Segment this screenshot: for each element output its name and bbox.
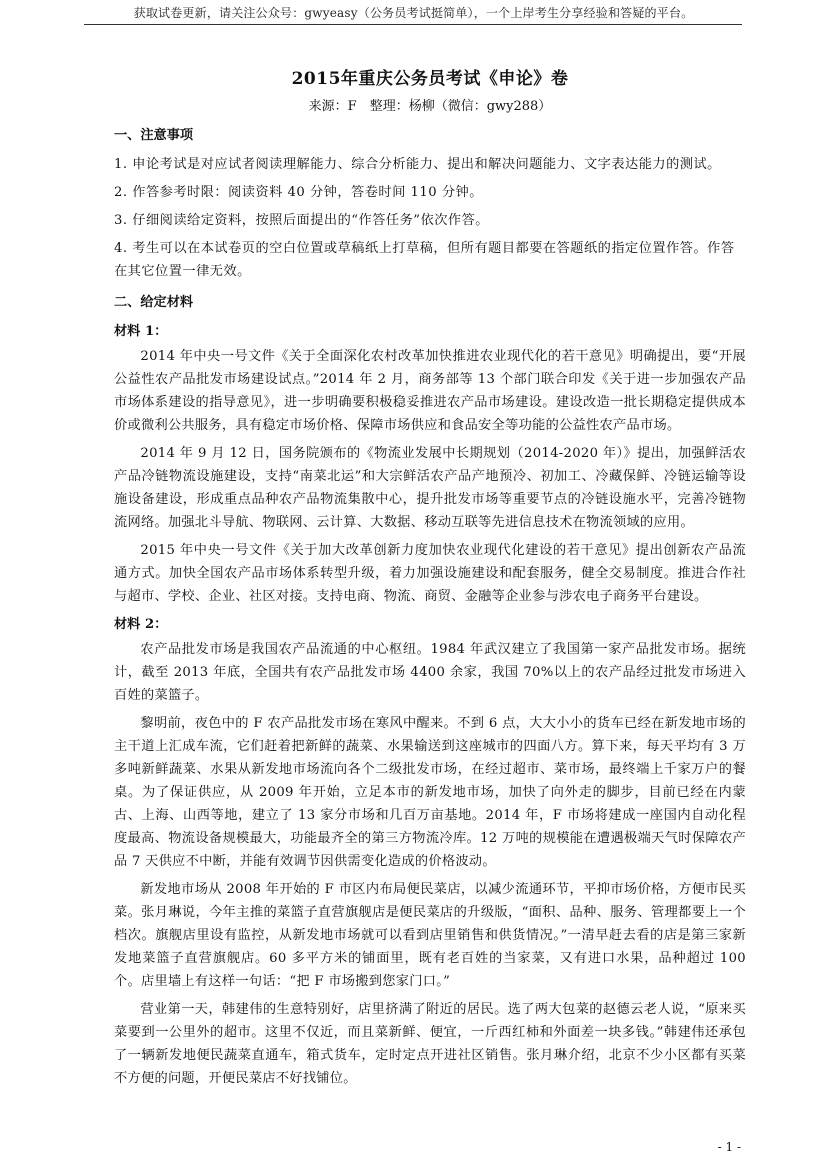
section-heading-notes: 一、注意事项	[114, 128, 194, 143]
document-body	[114, 64, 746, 1095]
material-1-paragraph: 2015 年中央一号文件《关于加大改革创新力度加快农业现代化建设的若干意见》提出创新农产品流通方式。加快全国农产品市场体系转型升级，着力加强设施建设和配套服务，健全交易制度。推进合作社与超市、学校、企业、社区对接。支持电商、物流、商贸、金融等企业参与涉农电子商务平台建设。	[114, 543, 746, 604]
document-title: 2015年重庆公务员考试《申论》卷	[291, 69, 569, 89]
note-item-4: 4. 考生可以在本试卷页的空白位置或草稿纸上打草稿，但所有题目都要在答题纸的指定位置作答。作答在其它位置一律无效。	[114, 241, 735, 279]
page-number: - 1 -	[717, 1140, 741, 1154]
material-2-paragraph: 农产品批发市场是我国农产品流通的中心枢纽。1984 年武汉建立了我国第一家产品批发市场。据统计，截至 2013 年底，全国共有农产品批发市场 4400 余家，我国 70%以上的农产品经过批发市场进入百姓的菜篮子。	[114, 642, 746, 703]
document-source: 来源：F 整理：杨柳（微信：gwy288）	[308, 99, 552, 114]
section-heading-materials: 二、给定材料	[114, 295, 194, 310]
note-item-1: 1. 申论考试是对应试者阅读理解能力、综合分析能力、提出和解决问题能力、文字表达能力的测试。	[114, 157, 721, 172]
material-1-label: 材料 1：	[114, 324, 168, 339]
note-item-2: 2. 作答参考时限：阅读资料 40 分钟，答卷时间 110 分钟。	[114, 185, 483, 200]
material-1-paragraph: 2014 年中央一号文件《关于全面深化农村改革加快推进农业现代化的若干意见》明确提出，要“开展公益性农产品批发市场建设试点。”2014 年 2 月，商务部等 13 个部门联合印发《关于进一步加强农产品市场体系建设的指导意见》，进一步明确要积极稳妥推进农产品市场建设。建设改造一批长期稳定提供成本价或微利公共服务，具有稳定市场价格、保障市场供应和食品安全等功能的公益性农产品市场。	[114, 349, 746, 433]
material-2-label: 材料 2：	[114, 617, 168, 632]
material-2-paragraph: 营业第一天，韩建伟的生意特别好，店里挤满了附近的居民。选了两大包菜的赵德云老人说，“原来买菜要到一公里外的超市。这里不仅近，而且菜新鲜、便宜，一斤西红柿和外面差一块多钱。”韩建伟还承包了一辆新发地便民蔬菜直通车，箱式货车，定时定点开进社区销售。张月琳介绍，北京不少小区都有买菜不方便的问题，开便民菜店不好找铺位。	[114, 1002, 746, 1086]
material-2-paragraph: 黎明前，夜色中的 F 农产品批发市场在寒风中醒来。不到 6 点，大大小小的货车已经在新发地市场的主干道上汇成车流，它们赶着把新鲜的蔬菜、水果输送到这座城市的四面八方。算下来，每天平均有 3 万多吨新鲜蔬菜、水果从新发地市场流向各个二级批发市场，在经过超市、菜市场，最终端上千家万户的餐桌。为了保证供应，从 2009 年开始，立足本市的新发地市场，加快了向外走的脚步，目前已经在内蒙古、上海、山西等地，建立了 13 家分市场和几百万亩基地。2014 年，F 市场将建成一座国内自动化程度最高、物流设备规模最大，功能最齐全的第三方物流冷库。12 万吨的规模能在遭遇极端天气时保障农产品 7 天供应不中断，并能有效调节因供需变化造成的价格波动。	[114, 716, 746, 869]
material-2-paragraph: 新发地市场从 2008 年开始的 F 市区内布局便民菜店，以减少流通环节，平抑市场价格，方便市民买菜。张月琳说，今年主推的菜篮子直营旗舰店是便民菜店的升级版，“面积、品种、服务、管理都要上一个档次。旗舰店里设有监控，从新发地市场就可以看到店里销售和供货情况。”一清早赶去看的店是第三家新发地菜篮子直营旗舰店。60 多平方米的铺面里，既有老百姓的当家菜，又有进口水果，品种超过 100 个。店里墙上有这样一句话：“把 F 市场搬到您家门口。”	[114, 882, 746, 989]
header-divider	[84, 24, 742, 25]
material-1-paragraph: 2014 年 9 月 12 日，国务院颁布的《物流业发展中长期规划（2014-2020 年）》提出，加强鲜活农产品冷链物流设施建设，支持“南菜北运”和大宗鲜活农产品产地预冷、初加工、冷藏保鲜、冷链运输等设施设备建设，形成重点品种农产品物流集散中心，提升批发市场等重要节点的冷链设施水平，完善冷链物流网络。加强北斗导航、物联网、云计算、大数据、移动互联等先进信息技术在物流领域的应用。	[114, 446, 746, 530]
header-notice: 获取试卷更新，请关注公众号：gwyeasy（公务员考试挺简单），一个上岸考生分享经验和答疑的平台。	[133, 6, 694, 20]
note-item-3: 3. 仔细阅读给定资料，按照后面提出的“作答任务”依次作答。	[114, 213, 489, 228]
